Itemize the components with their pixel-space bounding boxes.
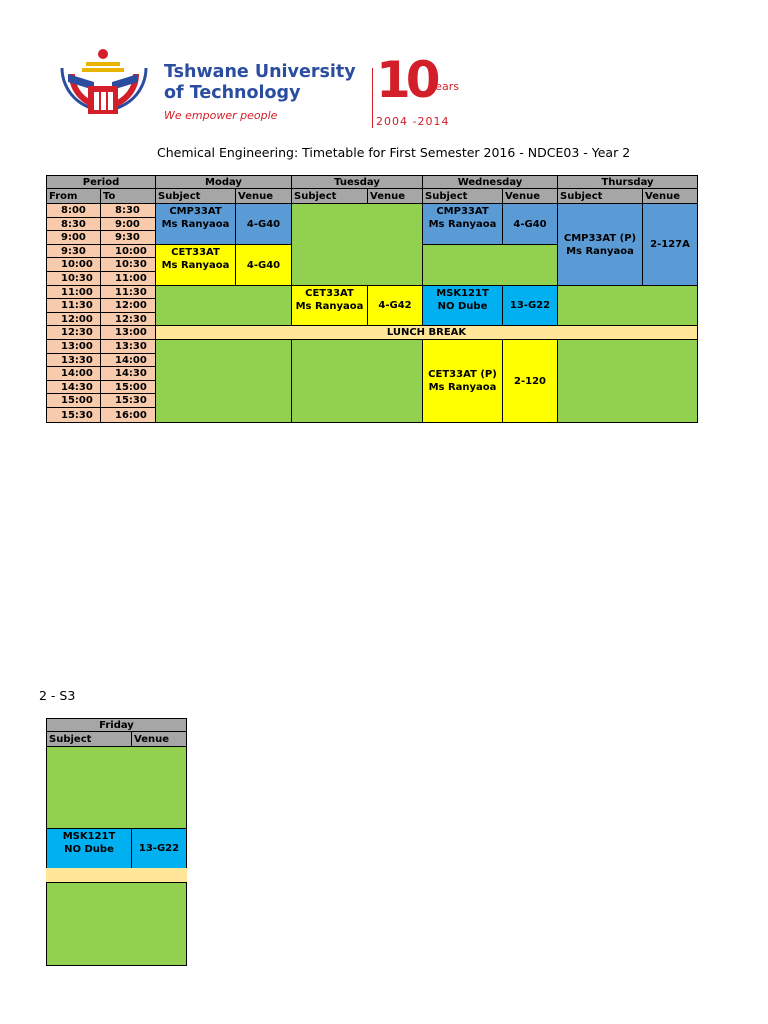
time-to: 14:30: [100, 366, 156, 381]
free-block: [557, 285, 698, 326]
time-from: 12:00: [46, 312, 101, 327]
lecturer-name: Ms Ranyaoa: [566, 245, 634, 257]
class-subject-wed-cmp: [422, 203, 503, 245]
day-header-wednesday: Wednesday: [422, 175, 558, 189]
lecturer-name: Ms Ranyaoa: [428, 219, 497, 230]
free-block: [291, 339, 423, 423]
time-to: 14:00: [100, 353, 156, 368]
time-from: 8:30: [46, 217, 101, 232]
subject-code: CMP33AT: [436, 206, 489, 217]
class-venue-mon-cet: 4-G40: [235, 244, 292, 286]
university-emblem-icon: [46, 46, 158, 132]
lecturer-name: Ms Ranyaoa: [161, 260, 230, 271]
lunch-break-row: LUNCH BREAK: [155, 325, 698, 340]
free-block: [291, 203, 423, 286]
time-from: 11:00: [46, 285, 101, 300]
class-subject-mon-cet: [155, 244, 236, 286]
subject-header: Subject: [155, 188, 236, 204]
university-logo: [46, 46, 460, 132]
lecturer-name: Ms Ranyaoa: [428, 382, 497, 393]
time-to: 9:30: [100, 230, 156, 245]
page2-title-fragment: 2 - S3: [39, 688, 76, 703]
university-name-line1: Tshwane University: [164, 62, 356, 82]
subject-code: CMP33AT: [169, 206, 222, 217]
venue-header: Venue: [502, 188, 558, 204]
time-to: 15:30: [100, 393, 156, 408]
subject-code: CET33AT (P): [428, 369, 497, 380]
day-header-monday: Moday: [155, 175, 292, 189]
time-from: 15:30: [46, 407, 101, 423]
class-subject-mon-cmp: [155, 203, 236, 245]
lecturer-name: NO Dube: [437, 301, 488, 312]
subject-code: CET33AT: [171, 247, 220, 258]
class-subject-wed-msk: [422, 285, 503, 326]
time-to: 12:00: [100, 298, 156, 313]
free-block: [155, 339, 292, 423]
subject-header: Subject: [46, 731, 132, 747]
time-to: 11:30: [100, 285, 156, 300]
time-to: 10:30: [100, 257, 156, 272]
to-header: To: [100, 188, 156, 204]
class-venue-tue-cet: 4-G42: [367, 285, 423, 326]
time-from: 11:30: [46, 298, 101, 313]
time-from: 15:00: [46, 393, 101, 408]
anniversary-number: 10: [376, 51, 436, 109]
class-venue-fri-msk: 13-G22: [131, 828, 187, 869]
free-block: [46, 746, 187, 829]
class-venue-wed-cetp: 2-120: [502, 339, 558, 423]
time-from: 14:00: [46, 366, 101, 381]
venue-header: Venue: [367, 188, 423, 204]
time-to: 8:30: [100, 203, 156, 218]
time-to: 9:00: [100, 217, 156, 232]
free-block: [155, 285, 292, 326]
subject-code: CET33AT: [305, 288, 354, 299]
time-from: 9:30: [46, 244, 101, 259]
friday-grid: [46, 718, 187, 966]
class-venue-wed-cmp: 4-G40: [502, 203, 558, 245]
time-to: 13:00: [100, 325, 156, 340]
time-to: 10:00: [100, 244, 156, 259]
class-venue-mon-cmp: 4-G40: [235, 203, 292, 245]
time-to: 12:30: [100, 312, 156, 327]
free-block: [46, 882, 187, 966]
time-to: 15:00: [100, 380, 156, 395]
subject-code: MSK121T: [62, 831, 116, 842]
time-from: 12:30: [46, 325, 101, 340]
class-venue-wed-msk: 13-G22: [502, 285, 558, 326]
time-from: 14:30: [46, 380, 101, 395]
venue-header: Venue: [642, 188, 698, 204]
timetable-grid: [46, 175, 698, 423]
subject-header: Subject: [557, 188, 643, 204]
time-to: 13:30: [100, 339, 156, 354]
anniversary-word: Years: [430, 80, 460, 93]
lecturer-name: Ms Ranyaoa: [295, 301, 364, 312]
venue-header: Venue: [235, 188, 292, 204]
time-from: 8:00: [46, 203, 101, 218]
time-from: 10:30: [46, 271, 101, 286]
university-name: [164, 62, 356, 104]
time-to: 16:00: [100, 407, 156, 423]
logo-divider: [372, 68, 373, 128]
lecturer-name: NO Dube: [64, 844, 114, 855]
free-block: [557, 339, 698, 423]
subject-code: CMP33AT (P): [563, 232, 637, 244]
subject-code: MSK121T: [436, 288, 489, 299]
venue-header: Venue: [131, 731, 187, 747]
class-venue-thu-cmpp: 2-127A: [642, 203, 698, 286]
lecturer-name: Ms Ranyaoa: [161, 219, 230, 230]
time-to: 11:00: [100, 271, 156, 286]
subject-header: Subject: [291, 188, 368, 204]
day-header-tuesday: Tuesday: [291, 175, 423, 189]
page-title: Chemical Engineering: Timetable for First Semester 2016 - NDCE03 - Year 2: [157, 145, 631, 160]
class-subject-fri-msk: [46, 828, 132, 869]
from-header: From: [46, 188, 101, 204]
time-from: 10:00: [46, 257, 101, 272]
period-header: Period: [46, 175, 156, 189]
anniversary-range: 2004 -2014: [376, 115, 450, 128]
time-from: 13:30: [46, 353, 101, 368]
time-from: 13:00: [46, 339, 101, 354]
day-header-friday: Friday: [46, 718, 187, 732]
time-from: 9:00: [46, 230, 101, 245]
day-header-thursday: Thursday: [557, 175, 698, 189]
class-subject-tue-cet: [291, 285, 368, 326]
class-subject-thu-cmpp: [557, 203, 643, 286]
class-subject-wed-cetp: [422, 339, 503, 423]
university-name-line2: of Technology: [164, 83, 301, 103]
free-block: [422, 244, 558, 286]
subject-header: Subject: [422, 188, 503, 204]
university-tagline: We empower people: [164, 109, 278, 122]
lunch-break-row: [46, 868, 187, 883]
